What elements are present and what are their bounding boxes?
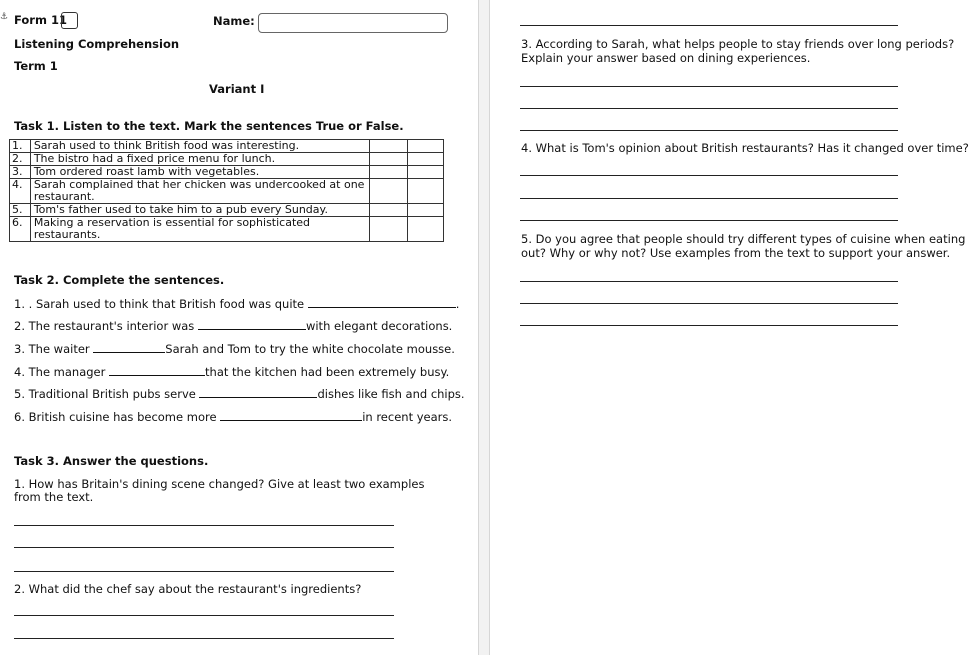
answer-cell[interactable] xyxy=(407,204,443,217)
fill-in-blank[interactable] xyxy=(199,387,317,398)
table-row xyxy=(10,140,444,153)
answer-line[interactable] xyxy=(520,198,898,199)
row-number: 6. xyxy=(10,217,31,242)
question-2: 2. What did the chef say about the restaurant's ingredients? xyxy=(14,582,362,596)
answer-line[interactable] xyxy=(14,615,394,616)
fill-in-blank[interactable] xyxy=(198,319,306,330)
statement-text: Sarah used to think British food was interesting. xyxy=(30,140,369,153)
sentence-start: 3. The waiter xyxy=(14,342,90,356)
page-gutter xyxy=(478,0,490,655)
sentence-end: dishes like fish and chips. xyxy=(317,387,465,401)
sentence-item xyxy=(14,319,452,333)
task2-title: Task 2. Complete the sentences. xyxy=(14,273,225,287)
fill-in-blank[interactable] xyxy=(109,365,205,376)
question-5-continued: out? Why or why not? Use examples from the text to support your answer. xyxy=(521,246,951,260)
question-3: 3. According to Sarah, what helps people to stay friends over long periods? xyxy=(521,37,955,51)
name-field[interactable] xyxy=(258,13,448,33)
subject-title: Listening Comprehension xyxy=(14,37,180,51)
form-number-checkbox[interactable] xyxy=(61,12,78,29)
sentence-end: Sarah and Tom to try the white chocolate mousse. xyxy=(165,342,455,356)
answer-line[interactable] xyxy=(520,25,898,26)
row-number: 5. xyxy=(10,204,31,217)
answer-line[interactable] xyxy=(14,638,394,639)
term-label: Term 1 xyxy=(14,59,58,73)
answer-cell[interactable] xyxy=(407,140,443,153)
fill-in-blank[interactable] xyxy=(93,342,165,353)
sentence-start: 4. The manager xyxy=(14,365,106,379)
question-5: 5. Do you agree that people should try different types of cuisine when eating xyxy=(521,232,966,246)
answer-line[interactable] xyxy=(520,220,898,221)
fill-in-blank[interactable] xyxy=(220,410,362,421)
name-label: Name: xyxy=(213,14,255,28)
answer-cell[interactable] xyxy=(369,140,407,153)
answer-cell[interactable] xyxy=(369,153,407,166)
statement-text: Tom's father used to take him to a pub every Sunday. xyxy=(30,204,369,217)
sentence-start: 5. Traditional British pubs serve xyxy=(14,387,196,401)
answer-cell[interactable] xyxy=(407,217,443,242)
answer-cell[interactable] xyxy=(369,166,407,179)
row-number: 2. xyxy=(10,153,31,166)
task1-title: Task 1. Listen to the text. Mark the sentences True or False. xyxy=(14,119,404,133)
answer-cell[interactable] xyxy=(407,153,443,166)
sentence-item xyxy=(14,365,449,379)
variant-label: Variant I xyxy=(209,82,265,96)
statement-text: Sarah complained that her chicken was undercooked at one restaurant. xyxy=(30,179,369,204)
answer-cell[interactable] xyxy=(369,179,407,204)
answer-cell[interactable] xyxy=(369,204,407,217)
sentence-end: in recent years. xyxy=(362,410,453,424)
statement-text: Tom ordered roast lamb with vegetables. xyxy=(30,166,369,179)
answer-line[interactable] xyxy=(520,175,898,176)
anchor-icon: ⚓ xyxy=(0,12,9,22)
true-false-table xyxy=(9,139,444,242)
sentence-end: with elegant decorations. xyxy=(305,319,453,333)
question-1: 1. How has Britain's dining scene changed? Give at least two examples from the text. xyxy=(14,477,425,504)
answer-line[interactable] xyxy=(520,108,898,109)
row-number: 1. xyxy=(10,140,31,153)
table-row xyxy=(10,153,444,166)
row-number: 4. xyxy=(10,179,31,204)
answer-line[interactable] xyxy=(14,571,394,572)
question-3-continued: Explain your answer based on dining experiences. xyxy=(521,51,811,65)
sentence-start: 6. British cuisine has become more xyxy=(14,410,217,424)
statement-text: The bistro had a fixed price menu for lunch. xyxy=(30,153,369,166)
sentence-start: 2. The restaurant's interior was xyxy=(14,319,195,333)
sentence-end: that the kitchen had been extremely busy. xyxy=(205,365,450,379)
answer-cell[interactable] xyxy=(407,166,443,179)
worksheet-page-right xyxy=(490,0,971,655)
sentence-item xyxy=(14,387,465,401)
sentence-item xyxy=(14,410,452,424)
question-4: 4. What is Tom's opinion about British restaurants? Has it changed over time? xyxy=(521,141,969,155)
sentence-start: 1. . Sarah used to think that British food was quite xyxy=(14,297,305,311)
answer-line[interactable] xyxy=(520,303,898,304)
task3-title: Task 3. Answer the questions. xyxy=(14,454,209,468)
sentence-end: . xyxy=(455,297,460,311)
answer-line[interactable] xyxy=(520,130,898,131)
answer-line[interactable] xyxy=(520,325,898,326)
table-row xyxy=(10,179,444,204)
sentence-item xyxy=(14,297,459,311)
answer-line[interactable] xyxy=(520,281,898,282)
form-label: Form 11 xyxy=(14,13,67,27)
table-row xyxy=(10,204,444,217)
table-row xyxy=(10,166,444,179)
worksheet-page-left xyxy=(0,0,478,655)
statement-text: Making a reservation is essential for sophisticated restaurants. xyxy=(30,217,369,242)
answer-line[interactable] xyxy=(14,525,394,526)
row-number: 3. xyxy=(10,166,31,179)
fill-in-blank[interactable] xyxy=(308,297,456,308)
table-row xyxy=(10,217,444,242)
answer-line[interactable] xyxy=(520,86,898,87)
sentence-item xyxy=(14,342,455,356)
answer-cell[interactable] xyxy=(369,217,407,242)
answer-line[interactable] xyxy=(14,547,394,548)
answer-cell[interactable] xyxy=(407,179,443,204)
